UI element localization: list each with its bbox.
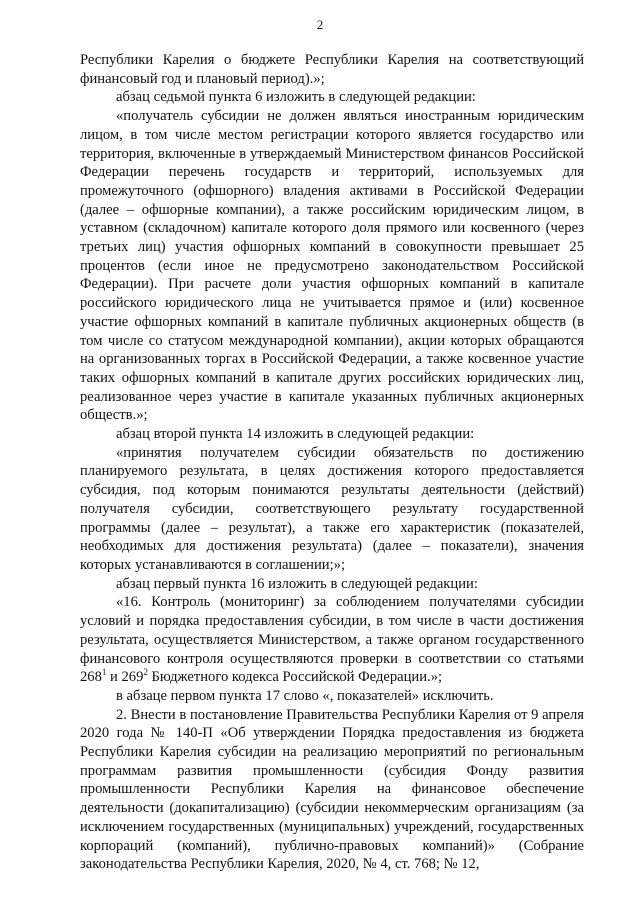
paragraph-amendment-intro: абзац первый пункта 16 изложить в следующей редакции: xyxy=(116,575,478,592)
paragraph-offshore-condition: «получатель субсидии не должен являться иностранным юридическим лицом, в том числе местом регистрации которого является государство или территория, включенные в утверждаемый Министерством финансов Российской Федерации перечень государств и территорий, используемых для промежуточного (офшорного) владения активами в Российской Федерации (далее – офшорные компании), а также российским юридическим лицом, в уставном (складочном) капитале которого доля прямого или косвенного (через третьих лиц) участия офшорных компаний в совокупности превышает 25 процентов (если иное не предусмотрено законодательством Российской Федерации). При расчете доли участия офшорных компаний в капитале российского юридического лица не учитывается прямое и (или) косвенное участие офшорных компаний в капитале публичных акционерных обществ (в том числе со статусом международной компании), акции которых обращаются на организованных торгах в Российской Федерации, а также косвенное участие таких офшорных компаний в капитале других российских юридических лиц, реализованное через участие в капитале указанных публичных акционерных обществ.»; xyxy=(80,108,584,424)
paragraph-amendment-intro: абзац седьмой пункта 6 изложить в следующей редакции: xyxy=(116,89,476,106)
document-body xyxy=(80,51,584,874)
paragraph-exclusion: в абзаце первом пункта 17 слово «, показателей» исключить. xyxy=(116,687,494,704)
control-clause-text: «16. Контроль (мониторинг) за соблюдением получателями субсидии условий и порядка предоставления субсидии, в том числе в части достижения результата, осуществляется Министерством, а также органом государственного финансового контроля осуществляются проверки в соответствии со статьями 268 xyxy=(80,594,584,686)
control-clause-text: и 269 xyxy=(106,669,144,686)
paragraph-item-2: 2. Внести в постановление Правительства Республики Карелия от 9 апреля 2020 года № 140-П «Об утверждении Порядка предоставления из бюджета Республики Карелия субсидии на реализацию мероприятий по региональным программам развития промышленности (субсидия Фонду развития промышленности Республики Карелия на финансовое обеспечение деятельности (докапитализацию) (субсидии некоммерческим организациям (за исключением государственных (муниципальных) учреждений, государственных корпораций (компаний), публично-правовых компаний)» (Собрание законодательства Республики Карелия, 2020, № 4, ст. 768; № 12, xyxy=(80,706,584,873)
page-number: 2 xyxy=(316,17,324,32)
paragraph-continuation: Республики Карелия о бюджете Республики Карелия на соответствующий финансовый год и плановый период).»; xyxy=(80,52,584,87)
paragraph-control-clause xyxy=(80,593,584,687)
footnote-superscript: 1 xyxy=(101,667,107,678)
paragraph-result-obligation: «принятия получателем субсидии обязательств по достижению планируемого результата, в целях достижения которого предоставляется субсидия, под которым понимаются результаты деятельности (действий) получателя субсидии, соответствующего результату государственной программы (далее – результат), а также его характеристик (показателей, необходимых для достижения результата) (далее – показатели), значения которых устанавливаются в соглашении;»; xyxy=(80,444,584,573)
paragraph-amendment-intro: абзац второй пункта 14 изложить в следующей редакции: xyxy=(116,426,475,443)
control-clause-text: Бюджетного кодекса Российской Федерации.»; xyxy=(147,669,443,686)
footnote-superscript: 2 xyxy=(143,667,148,678)
